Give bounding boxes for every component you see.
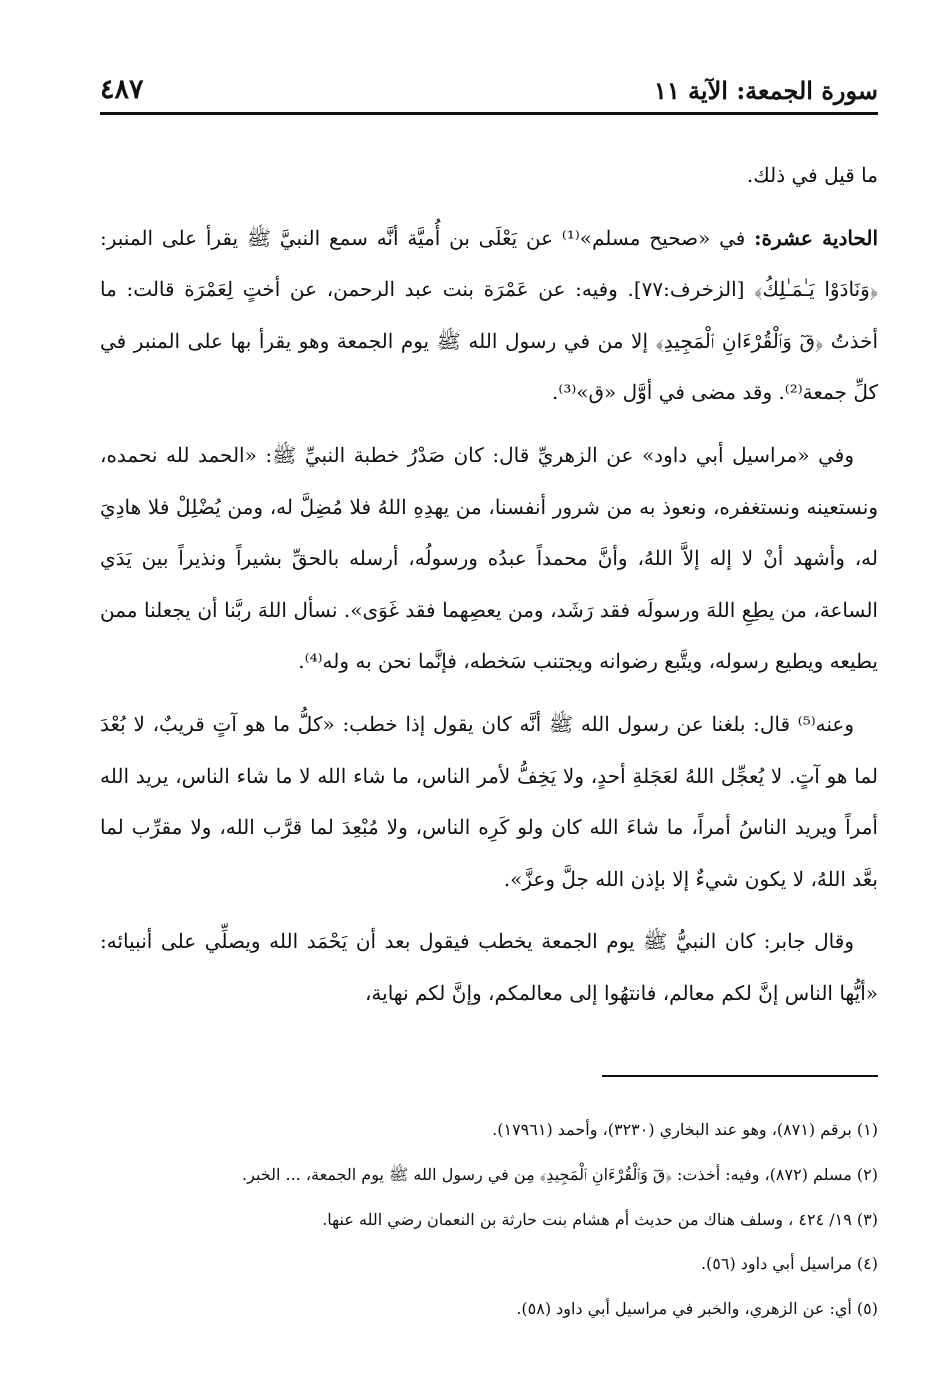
running-title: سورة الجمعة: الآية ١١ bbox=[653, 76, 878, 105]
footnotes bbox=[120, 1108, 878, 1332]
paragraph-4: وعنه⁽⁵⁾ قال: بلغنا عن رسول الله ﷺ أنَّه كان يقول إذا خطب: «كلُّ ما هو آتٍ قريبٌ، لا بُعْدَ لما هو آتٍ. لا يُعجِّل اللهُ لعَجَلةِ أحدٍ، ولا يَخِفُّ لأمر الناس، ما شاء الله لا ما شاء الناس، يريد الله أمراً ويريد الناسُ أمراً، ما شاءَ الله كان ولو كَرِه الناس، ولا مُبْعِدَ لما قرَّب الله، ولا مقرِّب لما بعَّد اللهُ، لا يكون شيءٌ إلا بإذن الله جلَّ وعزَّ». bbox=[100, 711, 878, 891]
paragraph-5: وقال جابر: كان النبيُّ ﷺ يوم الجمعة يخطب فيقول بعد أن يَحْمَد الله ويصلِّي على أنبيائه: «أيُّها الناس إنَّ لكم معالم، فانتهُوا إلى معالمكم، وإنَّ لكم نهاية، bbox=[100, 929, 878, 1005]
main-text bbox=[100, 150, 878, 1031]
paragraph-2-text: في «صحيح مسلم»⁽¹⁾ عن يَعْلَى بن أُميَّة أنَّه سمع النبيَّ ﷺ يقرأ على المنبر: ﴿وَنَادَوْا يَـٰمَـٰلِكُ﴾ [الزخرف:٧٧]. وفيه: عن عَمْرَة بنت عبد الرحمن، عن أختٍ لِعَمْرَة قالت: ما أخذتُ ﴿قٓ وَٱلْقُرْءَانِ ٱلْمَجِيدِ﴾ إلا من في رسول الله ﷺ يوم الجمعة وهو يقرأ بها على المنبر في كلِّ جمعة⁽²⁾. وقد مضى في أوَّل «ق»⁽³⁾. bbox=[100, 225, 878, 405]
footnote-5: (٥) أي: عن الزهري، والخبر في مراسيل أبي داود (٥٨). bbox=[516, 1299, 878, 1319]
footnote-2: (٢) مسلم (٨٧٢)، وفيه: أخذت: ﴿قٓ وَٱلْقُرْءَانِ ٱلْمَجِيدِ﴾ مِن في رسول الله ﷺ يوم الجمعة، ... الخبر. bbox=[242, 1164, 878, 1184]
footnote-1: (١) برقم (٨٧١)، وهو عند البخاري (٣٢٣٠)، وأحمد (١٧٩٦١). bbox=[492, 1120, 878, 1139]
footnote-separator bbox=[602, 1075, 878, 1077]
paragraph-2 bbox=[100, 213, 878, 419]
paragraph-3: وفي «مراسيل أبي داود» عن الزهريِّ قال: كان صَدْرُ خطبة النبيِّ ﷺ: «الحمد لله نحمده، ونستعينه ونستغفره، ونعوذ به من شرور أنفسنا، من يهدِهِ اللهُ فلا مُضِلَّ له، ومن يُضْلِلْ فلا هادِيَ له، وأشهد أنْ لا إله إلاَّ اللهُ، وأنَّ محمداً عبدُه ورسولُه، أرسله بالحقِّ بشيراً ونذيراً بين يَدَي الساعة، من يطِعِ اللهَ ورسولَه فقد رَشَد، ومن يعصِهما فقد غَوَى». نسأل اللهَ ربَّنا أن يجعلنا ممن يطيعه ويطيع رسوله، ويتَّبع رضوانه ويجتنب سَخطه، فإنَّما نحن به وله⁽⁴⁾. bbox=[100, 442, 878, 674]
paragraph-2-heading: الحادية عشرة: bbox=[754, 225, 879, 250]
footnote-3: (٣) ١٩/ ٤٢٤ ، وسلف هناك من حديث أم هشام بنت حارثة بن النعمان رضي الله عنها. bbox=[322, 1209, 878, 1229]
page-header bbox=[100, 70, 878, 115]
paragraph-1: ما قيل في ذلك. bbox=[746, 163, 878, 187]
page-number: ٤٨٧ bbox=[100, 74, 144, 105]
footnote-4: (٤) مراسيل أبي داود (٥٦). bbox=[700, 1254, 878, 1274]
